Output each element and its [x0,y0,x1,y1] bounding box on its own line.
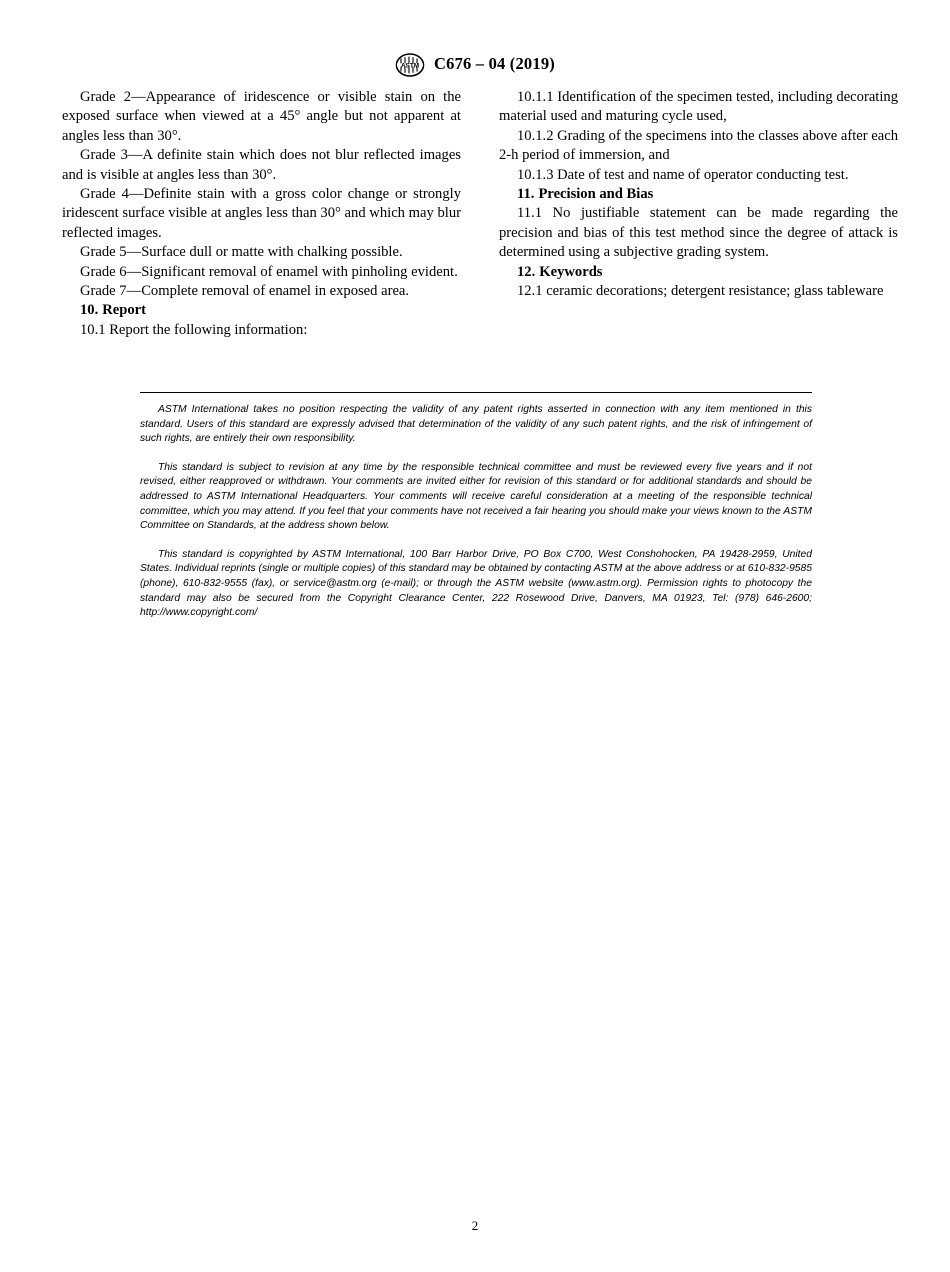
section-number-12: 12. [517,263,536,280]
copyright-notice: This standard is copyrighted by ASTM International, 100 Barr Harbor Drive, PO Box C700, West Conshohocken, PA 19428-2959, United States. Individual reprints (single or multiple copies) of this standard may be obtained by contacting ASTM at the above address or at 610-832-9585 (phone), 610-832-9555 (fax), or service@astm.org (e-mail); or through the ASTM website (www.astm.org). Permission rights to photocopy the standard may also be secured from the Copyright Clearance Center, 222 Rosewood Drive, Danvers, MA 01923, Tel: (978) 646-2600; http://www.copyright.com/ [140,548,812,619]
paragraph-12-1: 12.1 ceramic decorations; detergent resistance; glass tableware [517,283,884,300]
section-heading-keywords [499,263,898,282]
body-columns [62,88,898,340]
paragraph-grade-5: Grade 5—Surface dull or matte with chalking possible. [80,244,403,261]
legal-notices [140,392,812,621]
right-column [499,88,898,301]
section-number-10: 10. [80,302,99,319]
paragraph-grade-6: Grade 6—Significant removal of enamel with pinholing evident. [80,263,458,280]
revision-notice: This standard is subject to revision at any time by the responsible technical committee and must be reviewed every five years and if not revised, either reapproved or withdrawn. Your comments are invited either for revision of this standard or for additional standards and should be addressed to ASTM International Headquarters. Your comments will receive careful consideration at a meeting of the responsible technical committee, which you may attend. If you feel that your comments have not received a fair hearing you should make your views known to the ASTM Committee on Standards, at the address shown below. [140,461,812,532]
section-number-11: 11. [517,186,535,203]
svg-text:ASTM: ASTM [400,62,420,70]
section-title-10: Report [102,302,147,319]
left-column [62,88,461,340]
paragraph-10-1-2: 10.1.2 Grading of the specimens into the classes above after each 2-h period of immersion, and [499,127,898,164]
page-title: C676 – 04 (2019) [434,54,555,73]
paragraph-11-1: 11.1 No justifiable statement can be made regarding the precision and bias of this test method since the degree of attack is determined using a subjective grading system. [499,205,898,261]
paragraph-10-1-3: 10.1.3 Date of test and name of operator conducting test. [517,166,849,183]
page-header [0,52,950,76]
patent-notice: ASTM International takes no position respecting the validity of any patent rights asserted in connection with any item mentioned in this standard. Users of this standard are expressly advised that determination of the validity of any such patent rights, and the risk of infringement of such rights, are entirely their own responsibility. [140,404,812,445]
astm-logo-icon [395,53,425,77]
legal-divider [140,392,812,393]
paragraph-10-1: 10.1 Report the following information: [80,321,308,338]
section-title-11: Precision and Bias [538,186,654,203]
section-heading-precision-and-bias [499,185,898,204]
page-number: 2 [471,1218,479,1233]
paragraph-10-1-1: 10.1.1 Identification of the specimen tested, including decorating material used and maturing cycle used, [499,89,898,125]
paragraph-grade-4: Grade 4—Definite stain with a gross color change or strongly iridescent surface visible at angles less than 30° and which may blur reflected images. [62,186,461,241]
section-heading-report [62,301,461,320]
paragraph-grade-3: Grade 3—A definite stain which does not blur reflected images and is visible at angles less than 30°. [62,147,461,183]
paragraph-grade-2: Grade 2—Appearance of iridescence or visible stain on the exposed surface when viewed at a 45° angle but not apparent at angles less than 30°. [62,89,461,144]
section-title-12: Keywords [539,263,603,280]
paragraph-grade-7: Grade 7—Complete removal of enamel in exposed area. [80,283,410,300]
